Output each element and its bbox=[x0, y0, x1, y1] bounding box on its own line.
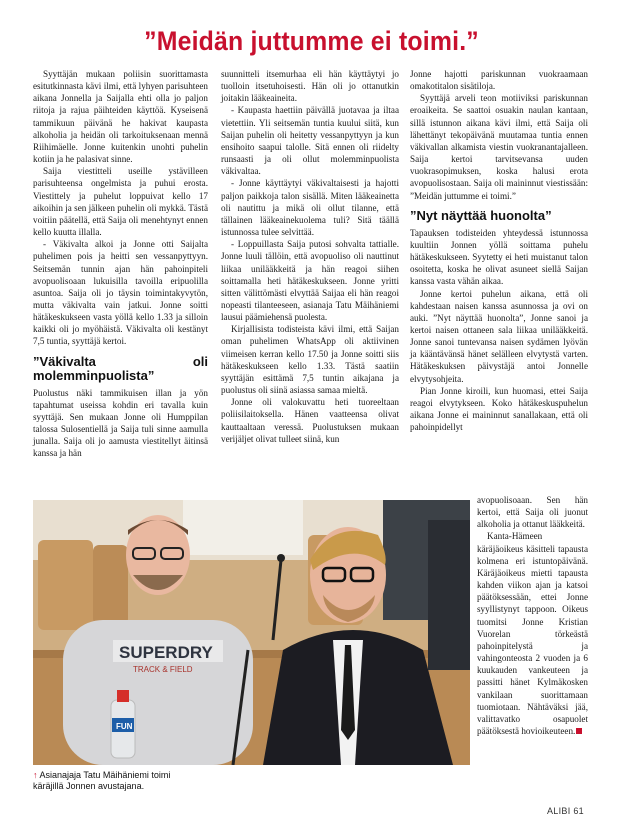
paragraph: - Jonne käyttäytyi väkivaltaisesti ja hajotti paljon paikkoja talon sisällä. Miten lääkeainetta oli nautittu ja mikä oli ollut tilanne, että tällainen lääkeainekuolema tuli? Sitä täällä istunnossa tulee selvittää. bbox=[221, 178, 399, 238]
article-column-1 bbox=[33, 68, 208, 460]
paragraph: Tapauksen todisteiden yhteydessä istunnossa kuultiin Jonnen yöllä soittama puhelu hätäkeskukseen. Syytetty ei heti muistanut talon osoitetta, koska he olivat asuneet siellä Saijan kanssa vasta vähän aikaa. bbox=[410, 227, 588, 287]
end-mark-icon bbox=[576, 728, 582, 734]
paragraph: Jonne kertoi puhelun aikana, että oli kahdestaan naisen kanssa asunnossa ja ovi on auki. ”Nyt näyttää huonolta”, Jonne sanoi ja kertoi naisen ottaneen sala liikaa unilääkkeitä. Jonne sanoi tuntevansa naisen sydämen lyövän ja kääntävänsä hänet selälleen elvytystä varten. Hätäkeskuksen päivystäjä antoi Jonnelle elvytysohjeita. bbox=[410, 288, 588, 384]
paragraph: Syyttäjä arveli teon motiiviksi pariskunnan eroaikeita. Se saattoi osuakin naulan kantaan, sillä istunnon aikana kävi ilmi, että Saija oli lähettänyt tekopäivänä muutamaa tuntia ennen väkivallan alkamista viestin vuokranantajalleen. Saija kertoi tarvitsevansa uuden vuokrasopimuksen, koska halusi erota avopuolisostaan. Saija oli maininnut viestissään: ”Meidän juttumme ei toimi.” bbox=[410, 93, 588, 201]
paragraph: Syyttäjän mukaan poliisin suorittamasta esitutkinnasta kävi ilmi, että lyhyen parisuhteen aikana Jonnella ja Saijalla ehti olla jo paljon riitoja ja rajua päihteiden käyttöä. Kyseisenä tammikuun päivänä he hakivat kaupasta alkoholia ja heidän oli tarkoituksenaan mennä Riihimäelle. Jonne kuitenkin unohti puhelin kotiin ja he palasivat sinne. bbox=[33, 69, 208, 165]
page-footer: ALIBI 61 bbox=[547, 806, 584, 816]
photo-caption bbox=[33, 770, 333, 792]
paragraph: suunnitteli itsemurhaa eli hän käyttäytyi jo tuolloin itsetuhoisesti. Hän oli jo ottanutkin joitakin lääkeaineita. bbox=[221, 69, 399, 104]
paragraph: - Loppuillasta Saija putosi sohvalta tattialle. Jonne luuli tällöin, että avopuoliso oli nauttinut liikaa unilääkkeitä ja hän reagoi siihen soittamalla heti hätäkeskukseen. Jonne yritti sitten välittömästi elvyttää Saijaa eli hän reagoi nopeasti tilanteeseen, asianaja Tatu Mäihäniemi lausui päämiehensä puolesta. bbox=[221, 239, 399, 323]
article-column-3-wrap bbox=[477, 494, 588, 737]
paragraph: Puolustus näki tammikuisen illan ja yön tapahtumat useissa kohdin eri tavalla kuin syyttäjä. Sen mukaan Jonne oli Humppilan talossa Sulosentiellä ja Saija tuli sinne aamulla junalla. Saija oli jo aamusta viestitellyt äitinsä kanssa ja hän bbox=[33, 387, 208, 459]
paragraph: Saija viestitteli useille ystävilleen parisuhteensa ongelmista ja puhui erosta. Viestittely ja puhelut loppuivat kello 17 aikoihin ja sen jälkeen puhelin oli mykkä. Tästä voitiin päätellä, että Saija oli menehtynyt ennen kello kuutta illalla. bbox=[33, 166, 208, 238]
courtroom-photo bbox=[33, 500, 470, 765]
bottle-label-text: FUN bbox=[116, 722, 133, 731]
paragraph: Kirjallisista todisteista kävi ilmi, että Saijan oman puhelimen WhatsApp oli aktiivinen viimeisen kerran kello 17.50 ja Jonne soitti siis hätäkeskukseen kello 1.33. Tästä saatiin syyttäjän esittämä 7,5 tuntin aikajana ja puolustus oli siinä asiassa samaa mieltä. bbox=[221, 324, 399, 396]
shirt-print-subtext: TRACK & FIELD bbox=[133, 665, 193, 674]
paragraph: avopuolisoaan. Sen hän kertoi, että Saija oli juonut alkoholia ja ottanut lääkkeitä. bbox=[477, 495, 588, 530]
paragraph: Jonne hajotti pariskunnan vuokraamaan omakotitalon sisätiloja. bbox=[410, 69, 588, 92]
paragraph bbox=[477, 530, 588, 737]
courtroom-photo-illustration bbox=[33, 500, 470, 765]
article-column-3 bbox=[410, 68, 588, 433]
caption-line-1: Asianajaja Tatu Mäihäniemi toimi bbox=[39, 770, 171, 780]
paragraph: Jonne oli valokuvattu heti tuoreeltaan poliisilaitoksella. Hänen vaatteensa olivat kauttaaltaan veressä. Puolustuksen mukaan verijäljet olivat tulleet siinä, kun bbox=[221, 397, 399, 444]
paragraph: - Väkivalta alkoi ja Jonne otti Saijalta puhelimen pois ja heitti sen vessanpyttyyn. Seitsemän tunnin ajan hän pahoinpiteli avopuolisoaan lukuisilla tavoilla eripuolilla asuntoa. Saija oli jo täysin toimintakyvytön, mutta väkivalta vain jatkui. Jonne soitti hätäkeskukseen vasta yöllä kello 1.33 ja silloin kaikki oli jo myöhäistä. Väkivalta oli kestänyt 7,5 tuntia, syyttäjä kertoi. bbox=[33, 239, 208, 347]
caption-line-2: käräjillä Jonnen avustajana. bbox=[33, 781, 145, 791]
headline: ”Meidän juttumme ei toimi.” bbox=[144, 26, 479, 56]
paragraph: - Kaupasta haettiin päivällä juotavaa ja iltaa vietettiin. Yli seitsemän tuntia kuului siitä, kun Saijan puhelin oli heitetty vessanpyttyyn ja kun ensihoito saapui talolle. Sitä ennen oli riidelty runsaasti ja oli ollut molemminpuolista väkivaltaa. bbox=[221, 105, 399, 177]
subheading: ”Nyt näyttää huonolta” bbox=[410, 207, 552, 223]
shirt-print-text: SUPERDRY bbox=[119, 643, 213, 662]
caption-arrow-icon: ↑ bbox=[33, 770, 38, 780]
paragraph-text: Kanta-Hämeen käräjäoikeus käsitteli tapausta kolmena eri istuntopäivänä. Käräjäoikeus mietti tapausta kahden viikon ajan ja katsoi päätöksessään, ettei Jonne syyllistynyt tappoon. Oikeus tuomitsi Jonne Kristian Vuorelan törkeästä pahoinpitelystä ja vahingonteosta 2 vuoden ja 6 kuukauden vankeuteen ja passitti hänet Kylmäkosken vankilaan suorittamaan tuomiotaan. Nähtäväksi jää, valittavatko osapuolet päätöksestä hovioikeuteen. bbox=[477, 531, 588, 736]
article-column-2 bbox=[221, 68, 399, 445]
paragraph: Pian Jonne kiroili, kun huomasi, ettei Saija reagoi elvytykseen. Koko hätäkeskuspuhelun aikana Jonne ei maininnut sanallakaan, että oli pahoinpidellyt bbox=[410, 385, 588, 433]
subheading: ”Väkivalta oli molemminpuolista” bbox=[33, 353, 208, 383]
